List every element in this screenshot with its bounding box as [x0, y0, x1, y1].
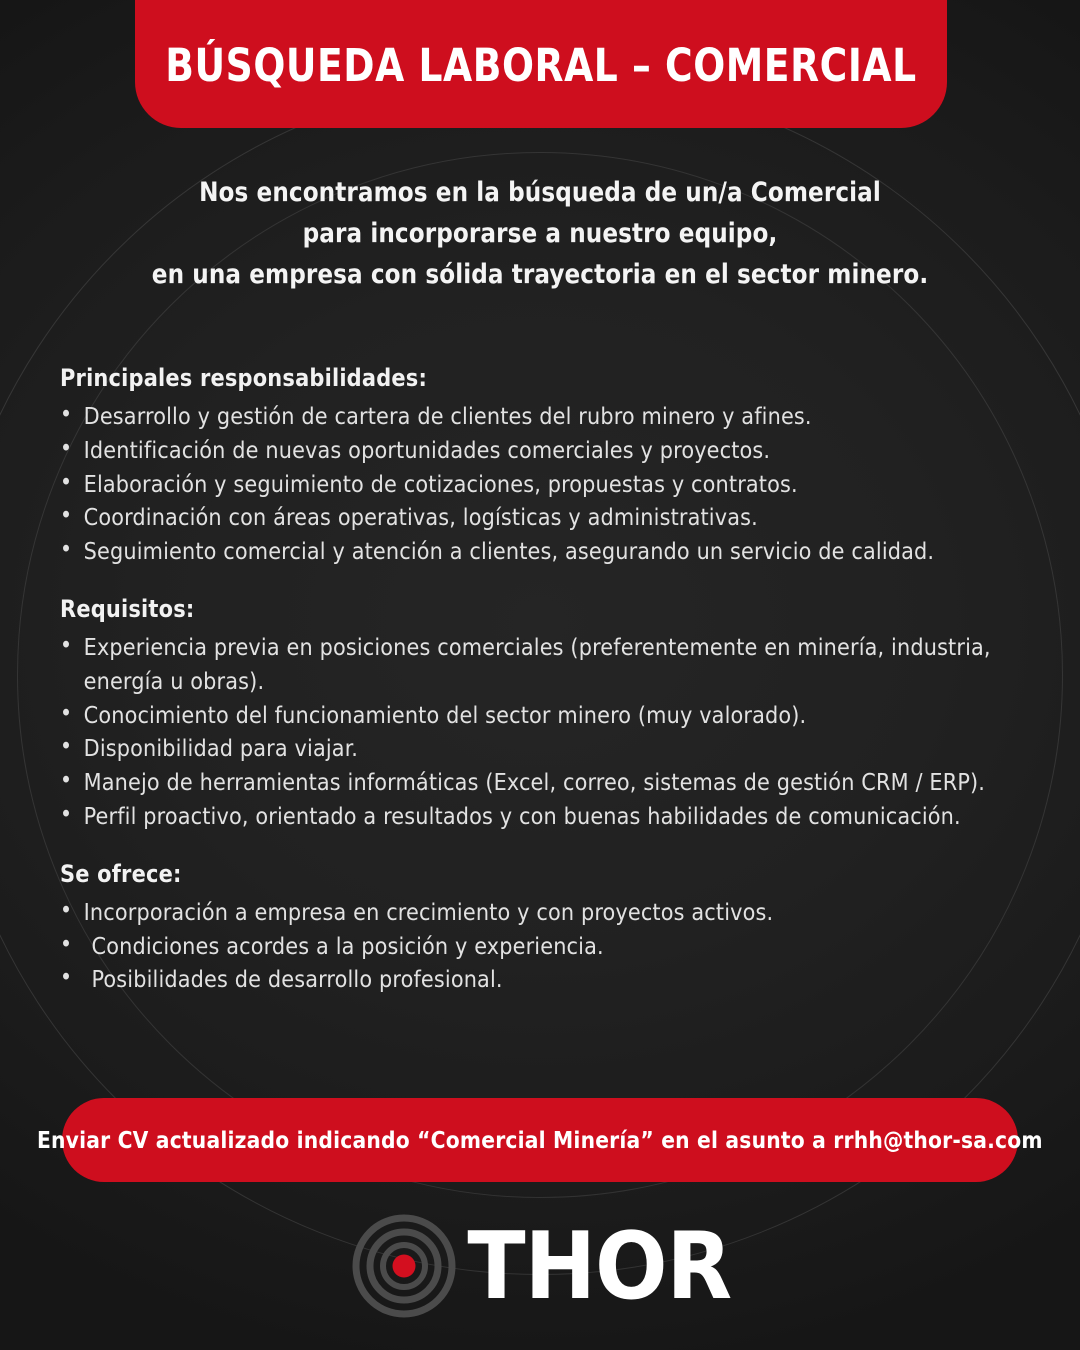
bullet-list: [60, 896, 1040, 997]
list-item: • Desarrollo y gestión de cartera de clientes del rubro minero y afines.: [60, 400, 1025, 434]
header-banner: [135, 0, 947, 128]
list-item: • Conocimiento del funcionamiento del sector minero (muy valorado).: [60, 699, 1025, 733]
section-title: Requisitos:: [60, 594, 195, 623]
list-item: • Seguimiento comercial y atención a clientes, asegurando un servicio de calidad.: [60, 535, 1025, 569]
cta-text: Enviar CV actualizado indicando “Comercial Minería” en el asunto a rrhh@thor-sa.com: [37, 1126, 1043, 1154]
list-item: • Posibilidades de desarrollo profesional.: [60, 963, 1025, 997]
list-item: • Manejo de herramientas informáticas (Excel, correo, sistemas de gestión CRM / ERP).: [60, 766, 1025, 800]
list-item: • Disponibilidad para viajar.: [60, 732, 1025, 766]
section-responsabilidades: [60, 364, 1040, 569]
section-requisitos: [60, 595, 1040, 834]
intro-line-2: para incorporarse a nuestro equipo,: [302, 218, 778, 249]
bullet-list: [60, 400, 1040, 569]
bullet-list: [60, 631, 1040, 834]
list-item: • Incorporación a empresa en crecimiento y con proyectos activos.: [60, 896, 1025, 930]
section-title: Principales responsabilidades:: [60, 364, 428, 392]
list-item: • Perfil proactivo, orientado a resultados y con buenas habilidades de comunicación.: [60, 800, 1025, 834]
list-item: • Experiencia previa en posiciones comerciales (preferentemente en minería, industria, energía u obras).: [60, 631, 1025, 699]
section-title: Se ofrece:: [60, 859, 182, 888]
list-item: • Coordinación con áreas operativas, logísticas y administrativas.: [60, 501, 1025, 535]
bullseye-target-icon: [352, 1214, 456, 1318]
content-sections: [60, 364, 1040, 997]
intro-line-1: Nos encontramos en la búsqueda de un/a Comercial: [199, 177, 881, 208]
cta-banner[interactable]: [37, 1098, 1043, 1182]
brand-wordmark: THOR: [467, 1211, 731, 1320]
page-title: BÚSQUEDA LABORAL – COMERCIAL: [165, 39, 917, 92]
list-item: • Identificación de nuevas oportunidades comerciales y proyectos.: [60, 434, 1025, 468]
list-item: • Elaboración y seguimiento de cotizaciones, propuestas y contratos.: [60, 468, 1025, 502]
brand-logo: [0, 1210, 1080, 1322]
intro-block: [0, 172, 1080, 295]
section-se-ofrece: [60, 860, 1040, 997]
intro-line-3: en una empresa con sólida trayectoria en el sector minero.: [151, 259, 929, 290]
list-item: • Condiciones acordes a la posición y experiencia.: [60, 930, 1025, 964]
